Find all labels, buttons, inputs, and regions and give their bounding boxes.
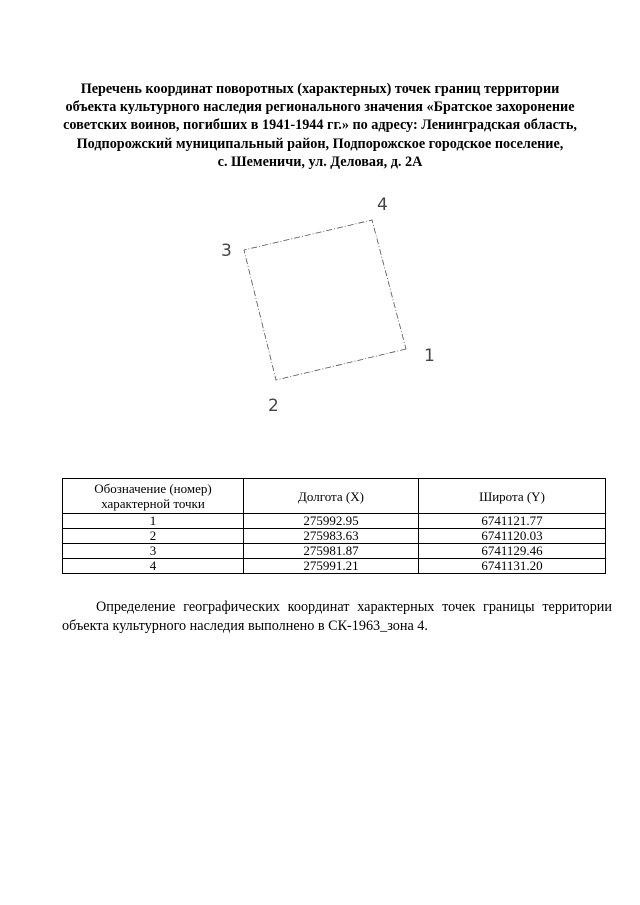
header-point-number: Обозначение (номер) характерной точки — [63, 479, 244, 514]
title-line: Перечень координат поворотных (характерных) точек границ территории — [80, 81, 560, 97]
cell-point: 4 — [63, 559, 244, 574]
title-line: Подпорожский муниципальный район, Подпорожское городское поселение, — [76, 135, 564, 152]
table-row — [63, 529, 606, 544]
coordinates-table — [62, 478, 606, 574]
cell-y: 6741129.46 — [419, 544, 606, 559]
cell-y: 6741121.77 — [419, 514, 606, 529]
table-row — [63, 559, 606, 574]
cell-x: 275992.95 — [244, 514, 419, 529]
note-text: Определение географических координат характерных точек границы территории объекта культурного наследия выполнено в СК-1963_зона 4. — [62, 599, 612, 634]
header-latitude: Широта (Y) — [419, 479, 606, 514]
title-line: объекта культурного наследия регионального значения «Братское захоронение — [65, 99, 575, 116]
point-label-1: 1 — [424, 346, 435, 366]
cell-y: 6741120.03 — [419, 529, 606, 544]
table-row — [63, 544, 606, 559]
cell-x: 275983.63 — [244, 529, 419, 544]
point-label-4: 4 — [377, 195, 388, 215]
point-label-3: 3 — [221, 241, 232, 261]
title-line: с. Шеменичи, ул. Деловая, д. 2А — [217, 153, 423, 170]
cell-point: 2 — [63, 529, 244, 544]
cell-point: 1 — [63, 514, 244, 529]
point-label-2: 2 — [268, 396, 279, 416]
cell-y: 6741131.20 — [419, 559, 606, 574]
boundary-polygon — [244, 220, 406, 380]
table-header-row — [63, 479, 606, 514]
table-row — [63, 514, 606, 529]
header-longitude: Долгота (X) — [244, 479, 419, 514]
title-line: советских воинов, погибших в 1941-1944 гг.» по адресу: Ленинградская область, — [63, 117, 577, 134]
coordinate-system-note — [62, 598, 612, 636]
cell-x: 275981.87 — [244, 544, 419, 559]
cell-point: 3 — [63, 544, 244, 559]
cell-x: 275991.21 — [244, 559, 419, 574]
